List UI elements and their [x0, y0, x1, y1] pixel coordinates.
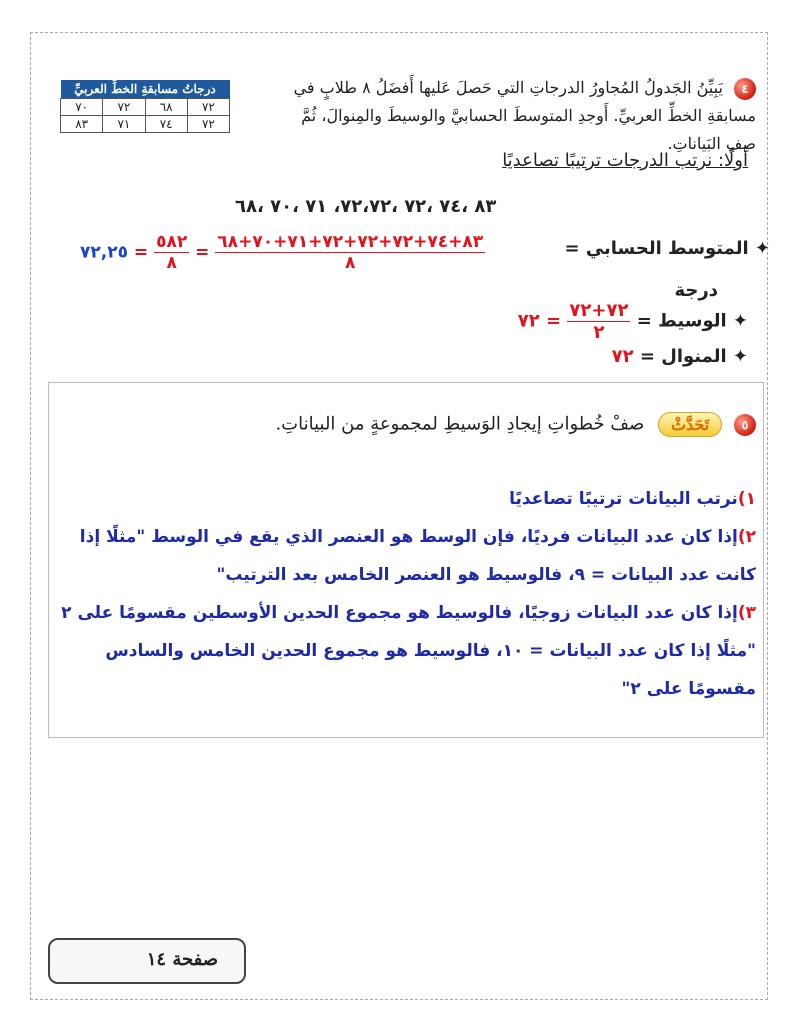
median-label: ✦ الوسيط =: [636, 310, 748, 332]
sorted-values: ٨٣ ،٧٤ ،٧٢ ،٧٢،٧٢، ٧١ ،٧٠ ،٦٨: [235, 196, 497, 217]
steps-list: [56, 480, 756, 708]
table-cell: ٧٠: [61, 99, 103, 116]
median-value: ٧٢: [517, 310, 540, 332]
talk-bubble-icon: تَحَدَّثْ: [658, 412, 722, 437]
mean-fraction: $\frac{٨٣+٧٤+٧٢+٧٢+٧٢+٧١+٧٠+٦٨}{٨}$: [217, 232, 484, 273]
question-5-text: صفْ خُطواتِ إيجادِ الوَسيطِ لمجموعةٍ من البياناتِ.: [275, 413, 645, 435]
table-cell: ٧٢: [187, 116, 229, 133]
question-4-text: يَبِيِّنُ الجَدولُ المُجاورُ الدرجاتِ التي حَصلَ عَليها أَفضَلُ ٨ طلابٍ في مسابقةِ الخطِّ العربيِّ. أَوجدِ المتوسطَ الحسابيَّ والوسيطَ والمِنوالَ، ثُمَّ صِفِ البَياناتِ.: [293, 78, 756, 153]
mode-label: ✦ المنوال =: [639, 346, 748, 367]
page-number: صفحة ١٤: [146, 949, 218, 970]
mean-value: ٧٢,٢٥: [80, 242, 128, 263]
question-5-header: [275, 412, 756, 437]
table-cell: ٦٨: [145, 99, 187, 116]
degree-label: درجة: [674, 280, 718, 301]
mean-label: ✦ المتوسط الحسابي =: [564, 238, 770, 259]
section-title: أولًا: نرتب الدرجات ترتيبًا تصاعديًا: [502, 150, 748, 171]
list-item: ١)نرتب البيانات ترتيبًا تصاعديًا: [509, 489, 756, 509]
table-cell: ٧٢: [103, 99, 145, 116]
question-number-badge: ٥: [734, 414, 756, 436]
table-row: [61, 116, 230, 133]
table-cell: ٧٢: [187, 99, 229, 116]
mode-line: [612, 346, 748, 367]
list-item: ٣)إذا كان عدد البيانات زوجيًا، فالوسيط هو مجموع الحدين الأوسطين مقسومًا على ٢ "مثلًا إذا كان عدد البيانات = ١٠، فالوسيط هو مجموع الحدين الخامس والسادس مقسومًا على ٢": [61, 603, 756, 699]
median-fraction: $\frac{٧٢+٧٢}{٢}$: [569, 300, 629, 343]
question-number-badge: ٤: [734, 78, 756, 100]
table-cell: ٨٣: [61, 116, 103, 133]
table-row: [61, 99, 230, 116]
mean-sum-fraction: $\frac{٥٨٢}{٨}$: [156, 232, 188, 273]
table-cell: ٧١: [103, 116, 145, 133]
mean-expression: ٧٢,٢٥ = $\frac{٥٨٢}{٨}$ = $\frac{٨٣+٧٤+٧٢+٧٢+٧٢+٧١+٧٠+٦٨}{٨}$: [80, 232, 484, 273]
list-item: ٢)إذا كان عدد البيانات فرديًا، فإن الوسط هو العنصر الذي يقع في الوسط "مثلًا إذا كانت عدد البيانات = ٩، فالوسيط هو العنصر الخامس بعد الترتيب": [79, 527, 756, 585]
score-table: [60, 80, 230, 133]
table-cell: ٧٤: [145, 116, 187, 133]
question-4: [266, 74, 756, 158]
mode-value: ٧٢: [611, 346, 634, 367]
median-line: ✦ الوسيط = $\frac{٧٢+٧٢}{٢}$ = ٧٢: [517, 300, 748, 343]
page-number-box: [48, 938, 246, 984]
mean-line: [80, 232, 770, 272]
score-table-title: درجاتُ مسابقةِ الخطِّ العربيِّ: [61, 80, 230, 99]
